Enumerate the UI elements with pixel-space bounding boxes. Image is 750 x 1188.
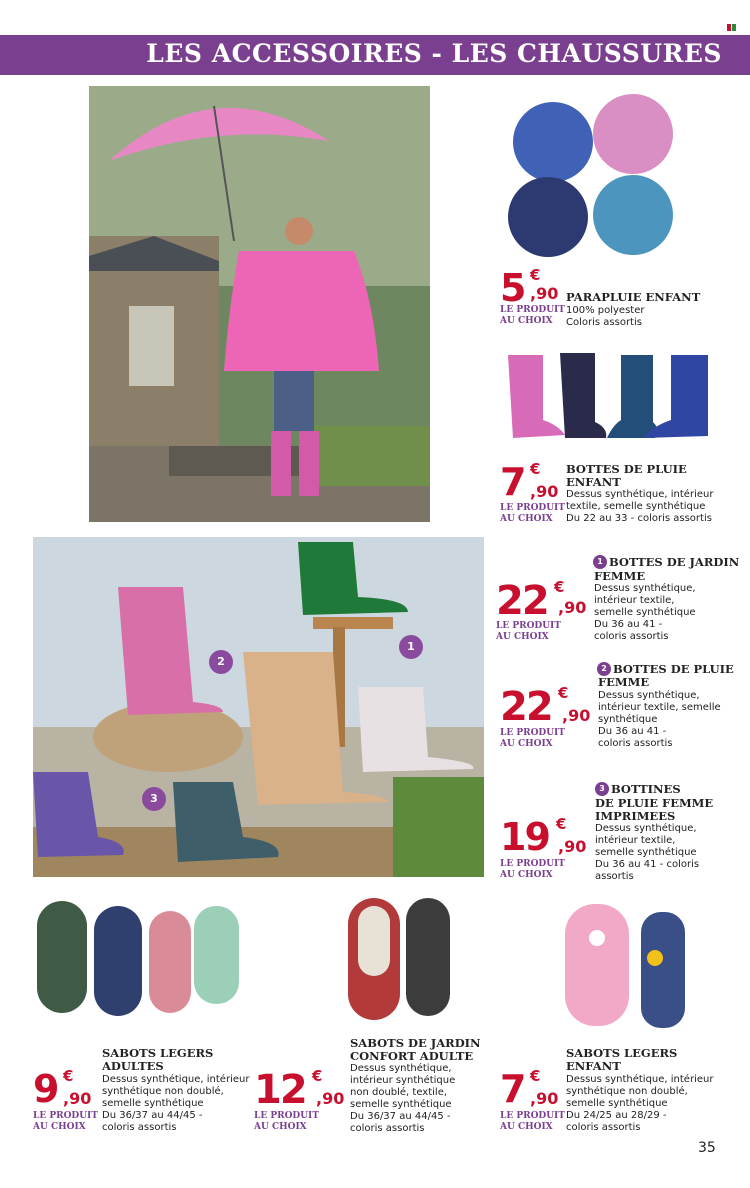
product-badge-1: 1 — [593, 555, 607, 569]
product-desc: Dessus synthétique, intérieur — [566, 1074, 714, 1085]
product-badge-2: 2 — [597, 662, 611, 676]
product-name: SABOTS LEGERS — [102, 1046, 214, 1060]
kids-clogs-photo — [563, 898, 687, 1030]
product-desc: semelle synthétique — [102, 1098, 204, 1109]
product-desc: Dessus synthétique, — [598, 690, 700, 701]
product-desc: synthétique non doublé, — [102, 1086, 224, 1097]
price-printed-ankle-boots: 19 € ,90 LE PRODUIT AU CHOIX — [500, 815, 587, 880]
product-name: IMPRIMEES — [595, 809, 676, 823]
product-desc: semelle synthétique — [566, 1098, 668, 1109]
price-adult-clogs: 9 € ,90 LE PRODUIT AU CHOIX — [33, 1067, 98, 1132]
product-desc: Du 36 au 41 - — [598, 726, 667, 737]
product-name: DE PLUIE FEMME — [595, 796, 714, 810]
product-desc: semelle synthétique — [350, 1099, 452, 1110]
product-desc: semelle synthétique — [594, 607, 696, 618]
product-desc: semelle synthétique — [595, 847, 697, 858]
product-desc: coloris assortis — [102, 1122, 177, 1133]
product-desc: Coloris assortis — [566, 317, 642, 328]
umbrellas-photo — [498, 92, 683, 264]
product-desc: Du 22 au 33 - coloris assortis — [566, 513, 712, 524]
product-desc: coloris assortis — [594, 631, 669, 642]
page-number: 35 — [698, 1140, 716, 1156]
product-desc: Du 24/25 au 28/29 - — [566, 1110, 667, 1121]
product-badge-3: 3 — [595, 782, 609, 796]
product-desc: coloris assortis — [598, 738, 673, 749]
price-kids-boots: 7 € ,90 LE PRODUIT AU CHOIX — [500, 460, 565, 524]
product-desc: synthétique non doublé, — [566, 1086, 688, 1097]
product-desc: Dessus synthétique, — [350, 1063, 452, 1074]
product-desc: intérieur textile, — [594, 595, 675, 606]
product-name: ADULTES — [102, 1059, 164, 1073]
photo-badge-3: 3 — [142, 787, 166, 811]
product-desc: coloris assortis — [566, 1122, 641, 1133]
price-garden-comfort-clogs: 12 € ,90 LE PRODUIT AU CHOIX — [254, 1067, 345, 1132]
product-name: ENFANT — [566, 1059, 621, 1073]
price-kids-clogs: 7 € ,90 LE PRODUIT AU CHOIX — [500, 1067, 565, 1132]
product-name: FEMME — [598, 675, 650, 689]
product-desc: 100% polyester — [566, 305, 645, 316]
product-desc: Du 36 au 41 - — [594, 619, 663, 630]
product-desc: assortis — [595, 871, 634, 882]
product-desc: Dessus synthétique, — [595, 823, 697, 834]
product-name: BOTTES DE JARDIN — [609, 555, 740, 569]
product-name: PARAPLUIE ENFANT — [566, 290, 701, 304]
product-desc: Dessus synthétique, intérieur — [566, 489, 714, 500]
product-desc: synthétique — [598, 714, 658, 725]
product-desc: intérieur synthétique — [350, 1075, 456, 1086]
product-name: CONFORT ADULTE — [350, 1049, 474, 1063]
adult-clogs-photo — [34, 896, 242, 1018]
product-name: BOTTES DE PLUIE — [566, 462, 687, 476]
page-title: LES ACCESSOIRES - LES CHAUSSURES — [146, 39, 722, 68]
kids-rain-boots-photo — [503, 350, 715, 442]
product-desc: Du 36/37 au 44/45 - — [102, 1110, 203, 1121]
brand-logo-icon — [727, 24, 736, 31]
product-desc: non doublé, textile, — [350, 1087, 448, 1098]
price-women-rain-boots: 22 € ,90 LE PRODUIT AU CHOIX — [500, 684, 591, 749]
garden-clogs-photo — [346, 894, 452, 1022]
product-name: SABOTS LEGERS — [566, 1046, 678, 1060]
product-desc: Dessus synthétique, — [594, 583, 696, 594]
product-name: BOTTINES — [611, 782, 681, 796]
price-umbrella: 5 € ,90 LE PRODUIT AU CHOIX — [500, 266, 565, 326]
product-name: ENFANT — [566, 475, 621, 489]
price-garden-boots: 22 € ,90 LE PRODUIT AU CHOIX — [496, 578, 587, 642]
product-desc: textile, semelle synthétique — [566, 501, 706, 512]
product-desc: Du 36 au 41 - coloris — [595, 859, 700, 870]
header-banner — [0, 35, 750, 75]
product-desc: Du 36/37 au 44/45 - — [350, 1111, 451, 1122]
girl-umbrella-photo — [89, 86, 430, 522]
product-desc: intérieur textile, semelle — [598, 702, 721, 713]
product-name: SABOTS DE JARDIN — [350, 1036, 481, 1050]
product-name: BOTTES DE PLUIE — [613, 662, 734, 676]
photo-badge-1: 1 — [399, 635, 423, 659]
photo-badge-2: 2 — [209, 650, 233, 674]
product-desc: coloris assortis — [350, 1123, 425, 1134]
product-desc: Dessus synthétique, intérieur — [102, 1074, 250, 1085]
women-boots-photo — [33, 537, 484, 877]
product-name: FEMME — [594, 569, 646, 583]
product-desc: intérieur textile, — [595, 835, 676, 846]
